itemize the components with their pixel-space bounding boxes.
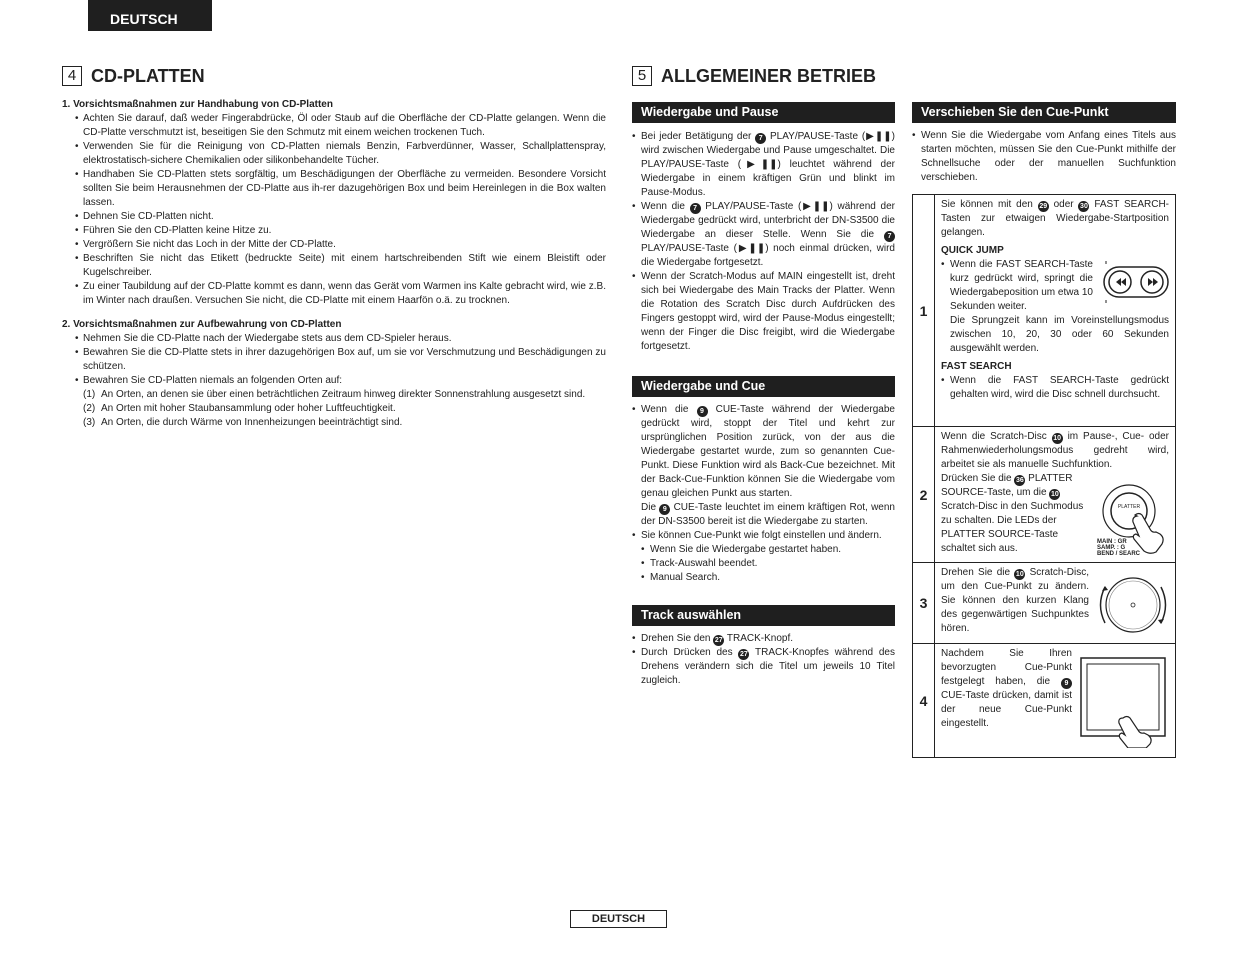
- list-item: • Vergrößern Sie nicht das Loch in der Mitte der CD-Platte.: [62, 238, 606, 252]
- list-item: • Bewahren Sie CD-Platten niemals an folgenden Orten auf:: [62, 374, 606, 388]
- step-row-2: [913, 426, 1175, 562]
- platter-button-illustration: [1095, 481, 1173, 557]
- key-number-icon: 7: [755, 133, 766, 144]
- subsection-bar-cue: Wiedergabe und Cue: [632, 376, 895, 397]
- list-item: • Wenn die 9 CUE-Taste während der Wiedergabe gedrückt wird, stoppt der Titel und kehrt zur ursprünglichen Position zurück, von der aus die Wiedergabe gestartet wurde, zum so genannten Cue-Punkt. Diese Funktion wird als Back-Cue bezeichnet. Mit der Back-Cue-Funktion können Sie die Wiedergabe vom genau gleichen Punkt aus starten.: [632, 403, 895, 501]
- step-body: Sie können mit den 29 oder 30 FAST SEARCH-Tasten zur etwaigen Wiedergabe-Startposition gelangen. QUICK JUMP • Wenn die FAST SEARCH-Taste kurz gedrückt wird, springt die Wiedergabeposition um etwa 10 Sekunden weiter. Die Sprungzeit kann im Voreinstellungsmodus zwischen 10, 20, 30 oder 60 Sekunden ausgewählt werden. FAST SEARCH • Wenn die FAST SEARCH-Taste gedrückt gehalten wird, wird die Disc schnell durchsucht.: [935, 195, 1175, 426]
- list-item: • Nehmen Sie die CD-Platte nach der Wiedergabe stets aus dem CD-Spieler heraus.: [62, 332, 606, 346]
- section-title: ALLGEMEINER BETRIEB: [661, 66, 877, 86]
- cue-button-press-illustration: [1079, 656, 1173, 748]
- section-4-header: [62, 66, 205, 86]
- subsection-bar-track: Track auswählen: [632, 605, 895, 626]
- section-number: 5: [632, 66, 652, 86]
- step-body: Nachdem Sie Ihren bevorzugten Cue-Punkt festgelegt haben, die 9 CUE-Taste drücken, damit ist der neue Cue-Punkt eingestellt.: [935, 644, 1175, 757]
- list-item: • Achten Sie darauf, daß weder Fingerabdrücke, Öl oder Staub auf die Oberfläche der CD-Platte gelangen. Wenn die CD-Platte verschmutzt ist, beseitigen Sie den Schmutz mit einem weichen trockenen Tuch.: [62, 112, 606, 140]
- list-item: • Wenn die FAST SEARCH-Taste gedrückt gehalten wird, wird die Disc schnell durchsucht.: [941, 374, 1169, 402]
- operation-column: [632, 102, 895, 688]
- key-number-icon: 27: [740, 651, 748, 658]
- cd-platten-column: [62, 98, 606, 430]
- step-body: Drehen Sie die 10 Scratch-Disc, um den Cue-Punkt zu ändern. Sie können den kurzen Klang des gegenwärtigen Suchpunktes hören.: [935, 563, 1175, 643]
- svg-text:SAMP. : G: SAMP. : G: [1097, 545, 1126, 551]
- subsection-bar-cue-point: Verschieben Sie den Cue-Punkt: [912, 102, 1176, 123]
- footer-language-tab: DEUTSCH: [570, 910, 667, 928]
- sub-list-item: • Manual Search.: [632, 571, 895, 585]
- scratch-disc-illustration: [1095, 573, 1171, 637]
- list-item: • Führen Sie den CD-Platten keine Hitze zu.: [62, 224, 606, 238]
- cue-point-column: [912, 102, 1176, 185]
- step-row-4: [913, 643, 1175, 757]
- list-item: • Beschriften Sie nicht das Etikett (bedruckte Seite) mit einem hartschreibenden Stift wie einem Bleistift oder Kugelschreiber.: [62, 252, 606, 280]
- step-number: 1: [913, 195, 935, 426]
- list-item: • Wenn die 7 PLAY/PAUSE-Taste (▶❚❚) während der Wiedergabe gedrückt wird, unterbricht der DN-S3500 die Wiedergabe an dieser Stelle. Wenn Sie die 7 PLAY/PAUSE-Taste (▶❚❚) noch einmal drücken, wird die Wiedergabe fortgesetzt.: [632, 200, 895, 270]
- key-number-icon: 7: [884, 231, 895, 242]
- svg-text:BEND / SEARC: BEND / SEARC: [1097, 551, 1141, 557]
- key-number-icon: 30: [1080, 203, 1088, 210]
- key-number-icon: 36: [1015, 477, 1024, 484]
- list-item: • Bewahren Sie die CD-Platte stets in ihrer dazugehörigen Box auf, um sie vor Verschmutzung und Beschädigungen zu schützen.: [62, 346, 606, 374]
- sub-list-item: • Track-Auswahl beendet.: [632, 557, 895, 571]
- section-title: CD-PLATTEN: [91, 66, 205, 86]
- list-item: • Zu einer Taubildung auf der CD-Platte kommt es dann, wenn das Gerät vom Warmen ins Kalte gebracht wird, wie z.B. im Winter nach draußen. Versuchen Sie nicht, die CD-Platte mit einem Haarfön o.ä. zu trocknen.: [62, 280, 606, 308]
- list-item: • Wenn die FAST SEARCH-Taste kurz gedrückt wird, springt die Wiedergabeposition um etwa 10 Sekunden weiter.: [941, 258, 1093, 314]
- list-item: • Durch Drücken des 27 TRACK-Knopfes während des Drehens verändern sich die Titel um jeweils 10 Titel zugleich.: [632, 646, 895, 688]
- numbered-item: (1) An Orten, an denen sie über einen beträchtlichen Zeitraum hinweg direkter Sonnenstrahlung ausgesetzt sind.: [83, 389, 586, 400]
- key-number-icon: 29: [1039, 203, 1048, 210]
- step-number: 3: [913, 563, 935, 643]
- key-number-icon: 10: [1053, 435, 1062, 442]
- key-number-icon: 10: [1050, 491, 1059, 498]
- svg-text:MAIN : GR: MAIN : GR: [1097, 539, 1127, 545]
- sub-list-item: • Wenn Sie die Wiedergabe gestartet haben.: [632, 543, 895, 557]
- numbered-item: (3) An Orten, die durch Wärme von Innenheizungen beeinträchtigt sind.: [83, 417, 403, 428]
- fast-search-heading: FAST SEARCH: [941, 361, 1012, 372]
- key-number-icon: 9: [697, 406, 708, 417]
- list-item: • Wenn der Scratch-Modus auf MAIN eingestellt ist, dreht sich bei Wiedergabe des Main Tracks der Platter. Wenn die Rotation des Scratch Disc durch Aufdrücken des Fingers gestoppt wird, wird der Pause-Modus eingestellt; wenn der Finger die Disc freigibt, wird die Wiedergabe fortgesetzt.: [632, 270, 895, 354]
- platter-label: PLATTER: [1117, 504, 1141, 510]
- quick-jump-heading: QUICK JUMP: [941, 245, 1004, 256]
- step-number: 4: [913, 644, 935, 757]
- list-item: • Drehen Sie den 27 TRACK-Knopf.: [632, 632, 895, 646]
- step-body: Wenn die Scratch-Disc 10 im Pause-, Cue- oder Rahmenwiederholungsmodus gedreht wird, arbeitet sie als manuelle Suchfunktion. Drücken Sie die 36 PLATTER SOURCE-Taste, um die 10 Scratch-Disc in den Suchmodus zu schalten. Die LEDs der PLATTER SOURCE-Taste schaltet sich aus. PLATTER MAIN : GR SAMP. : G BEND / SEARC: [935, 427, 1175, 562]
- paragraph: Die 9 CUE-Taste leuchtet im einem kräftigen Rot, wenn der DN-S3500 bereit ist die Wiedergabe zu starten.: [641, 502, 895, 527]
- list-item: • Verwenden Sie für die Reinigung von CD-Platten niemals Benzin, Farbverdünner, Wasser, Schallplattenspray, elektrostatisch-sichere Chemikalien oder silikonbehandelte Tücher.: [62, 140, 606, 168]
- list-item: • Handhaben Sie CD-Platten stets sorgfältig, um Beschädigungen der Oberfläche zu vermeiden. Besondere Vorsicht sollten Sie beim Herausnehmen der CD-Platte aus ih-rer dazugehörigen Box und beim Hereinlegen in die Box walten lassen.: [62, 168, 606, 210]
- step-row-3: [913, 562, 1175, 643]
- list-item: • Bei jeder Betätigung der 7 PLAY/PAUSE-Taste (▶❚❚) wird zwischen Wiedergabe und Pause umgeschaltet. Die PLAY/PAUSE-Taste (▶❚❚) leuchtet während der Wiedergabe in einem kräftigen Grün und blinkt im Pause-Modus.: [632, 130, 895, 200]
- language-tab: DEUTSCH: [88, 0, 212, 31]
- steps-table: [912, 194, 1176, 758]
- section-5-header: [632, 66, 876, 86]
- key-number-icon: 10: [1015, 571, 1024, 578]
- subsection-bar-play-pause: Wiedergabe und Pause: [632, 102, 895, 123]
- list-item: • Wenn Sie die Wiedergabe vom Anfang eines Titels aus starten möchten, müssen Sie den Cue-Punkt mithilfe der Schnellsuche oder der manuellen Suchfunktion verschieben.: [912, 129, 1176, 185]
- list-item: • Dehnen Sie CD-Platten nicht.: [62, 210, 606, 224]
- key-number-icon: 9: [1061, 678, 1072, 689]
- fast-search-buttons-illustration: [1099, 259, 1175, 305]
- section-number: 4: [62, 66, 82, 86]
- numbered-item: (2) An Orten mit hoher Staubansammlung oder hoher Luftfeuchtigkeit.: [83, 403, 396, 414]
- step-row-1: [913, 195, 1175, 426]
- key-number-icon: 9: [659, 504, 670, 515]
- step-number: 2: [913, 427, 935, 562]
- key-number-icon: 7: [690, 203, 701, 214]
- list-item: • Sie können Cue-Punkt wie folgt einstellen und ändern.: [632, 529, 895, 543]
- paragraph: Die Sprungzeit kann im Voreinstellungsmodus zwischen 10, 20, 30 oder 60 Sekunden ausgewählt werden.: [950, 315, 1169, 354]
- subheading-storage: 2. Vorsichtsmaßnahmen zur Aufbewahrung von CD-Platten: [62, 319, 342, 330]
- key-number-icon: 27: [714, 637, 723, 644]
- subheading-handling: 1. Vorsichtsmaßnahmen zur Handhabung von CD-Platten: [62, 99, 333, 110]
